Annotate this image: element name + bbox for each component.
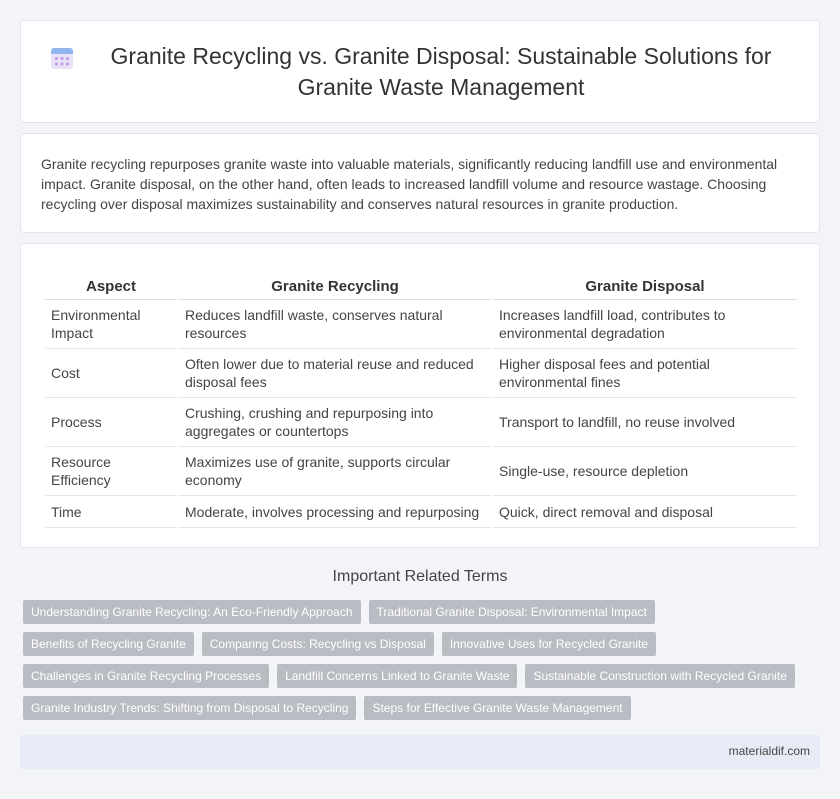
related-term-tag[interactable]: Comparing Costs: Recycling vs Disposal bbox=[202, 632, 434, 656]
cell-recycling: Maximizes use of granite, supports circular economy bbox=[179, 447, 491, 496]
cell-aspect: Resource Efficiency bbox=[45, 447, 177, 496]
cell-aspect: Cost bbox=[45, 349, 177, 398]
header-granite-disposal: Granite Disposal bbox=[493, 274, 797, 300]
header-aspect: Aspect bbox=[45, 274, 177, 300]
table-header-row bbox=[45, 274, 797, 300]
table-row bbox=[45, 398, 797, 447]
cell-disposal: Single-use, resource depletion bbox=[493, 447, 797, 496]
header-granite-recycling: Granite Recycling bbox=[179, 274, 491, 300]
calendar-grid-icon bbox=[49, 45, 75, 71]
related-terms-list bbox=[23, 600, 823, 720]
cell-aspect: Environmental Impact bbox=[45, 300, 177, 349]
cell-recycling: Crushing, crushing and repurposing into aggregates or countertops bbox=[179, 398, 491, 447]
cell-aspect: Time bbox=[45, 496, 177, 528]
cell-recycling: Reduces landfill waste, conserves natural resources bbox=[179, 300, 491, 349]
related-term-tag[interactable]: Landfill Concerns Linked to Granite Waste bbox=[277, 664, 517, 688]
table-row bbox=[45, 300, 797, 349]
related-terms-heading: Important Related Terms bbox=[332, 568, 508, 585]
cell-disposal: Increases landfill load, contributes to environmental degradation bbox=[493, 300, 797, 349]
related-term-tag[interactable]: Sustainable Construction with Recycled Granite bbox=[525, 664, 794, 688]
table-row bbox=[45, 447, 797, 496]
cell-disposal: Transport to landfill, no reuse involved bbox=[493, 398, 797, 447]
related-term-tag[interactable]: Challenges in Granite Recycling Processes bbox=[23, 664, 269, 688]
comparison-table-card bbox=[20, 243, 820, 548]
related-term-tag[interactable]: Benefits of Recycling Granite bbox=[23, 632, 194, 656]
title-card bbox=[20, 20, 820, 123]
cell-aspect: Process bbox=[45, 398, 177, 447]
title-wrap bbox=[40, 41, 800, 103]
table-row bbox=[45, 349, 797, 398]
related-term-tag[interactable]: Innovative Uses for Recycled Granite bbox=[442, 632, 656, 656]
cell-recycling: Often lower due to material reuse and reduced disposal fees bbox=[179, 349, 491, 398]
cell-recycling: Moderate, involves processing and repurposing bbox=[179, 496, 491, 528]
page-title: Granite Recycling vs. Granite Disposal: Sustainable Solutions for Granite Waste Management bbox=[110, 42, 772, 100]
footer bbox=[20, 735, 820, 769]
related-term-tag[interactable]: Granite Industry Trends: Shifting from Disposal to Recycling bbox=[23, 696, 356, 720]
related-term-tag[interactable]: Steps for Effective Granite Waste Management bbox=[364, 696, 630, 720]
related-term-tag[interactable]: Traditional Granite Disposal: Environmental Impact bbox=[369, 600, 655, 624]
intro-text: Granite recycling repurposes granite waste into valuable materials, significantly reducing landfill use and environmental impact. Granite disposal, on the other hand, often leads to increased landfill volume and resource wastage. Choosing recycling over disposal maximizes sustainability and conserves natural resources in granite production. bbox=[41, 156, 778, 212]
footer-site-link[interactable]: materialdif.com bbox=[728, 744, 810, 758]
comparison-table bbox=[43, 274, 799, 528]
table-row bbox=[45, 496, 797, 528]
intro-card bbox=[20, 133, 820, 233]
cell-disposal: Quick, direct removal and disposal bbox=[493, 496, 797, 528]
cell-disposal: Higher disposal fees and potential environmental fines bbox=[493, 349, 797, 398]
related-term-tag[interactable]: Understanding Granite Recycling: An Eco-Friendly Approach bbox=[23, 600, 361, 624]
